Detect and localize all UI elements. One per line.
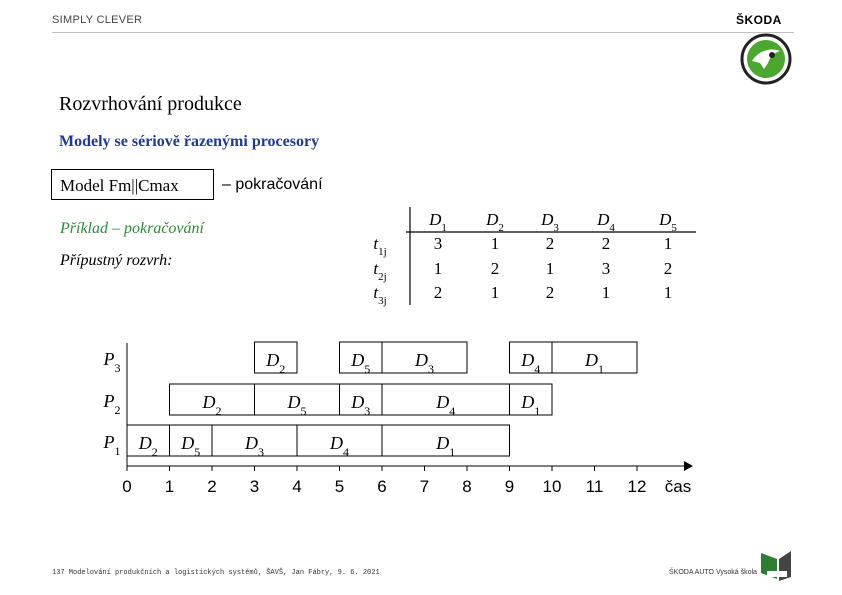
slogan: SIMPLY CLEVER xyxy=(52,14,143,26)
table-cell: 1 xyxy=(490,283,500,302)
table-col-header: $D_1$ xyxy=(429,210,447,234)
table-col-header: $D_4$ xyxy=(597,210,615,234)
table-cell: 2 xyxy=(490,259,500,278)
tick-label: 10 xyxy=(542,477,562,496)
table-cell: 3 xyxy=(433,234,443,253)
corner-logo-icon xyxy=(755,549,795,583)
table-cell: 1 xyxy=(490,234,500,253)
task-label: $D_1$ xyxy=(436,433,456,459)
table-col-header: $D_2$ xyxy=(486,210,504,234)
task-label: $D_4$ xyxy=(521,350,541,376)
table-cell: 2 xyxy=(601,234,611,253)
table-col-header: $D_3$ xyxy=(541,210,559,234)
task-label: $D_4$ xyxy=(436,392,456,418)
task-label: $D_5$ xyxy=(351,350,371,376)
machine-label: $P_2$ xyxy=(103,391,121,417)
table-col-header: $D_5$ xyxy=(659,210,677,234)
task-label: $D_3$ xyxy=(351,392,371,418)
slide-title: Rozvrhování produkce xyxy=(59,93,242,115)
footer-institution: ŠKODA AUTO Vysoká škola xyxy=(669,569,757,576)
task-label: $D_2$ xyxy=(202,392,222,418)
tick-label: 1 xyxy=(164,477,175,496)
task-label: $D_2$ xyxy=(138,433,158,459)
tick-label: 4 xyxy=(292,477,302,496)
table-cell: 2 xyxy=(545,283,555,302)
table-cell: 1 xyxy=(663,283,673,302)
example-heading: Příklad – pokračování xyxy=(60,220,204,237)
task-label: $D_5$ xyxy=(181,433,201,459)
tick-label: 0 xyxy=(122,477,132,496)
footer-text: 137 Modelování produkčních a logistických systémů, ŠAVŠ, Jan Fábry, 9. 6. 2021 xyxy=(52,569,380,577)
feasible-schedule-label: Přípustný rozvrh: xyxy=(60,252,173,269)
time-axis-label: čas xyxy=(664,477,692,496)
table-cell: 1 xyxy=(601,283,611,302)
task-label: $D_2$ xyxy=(266,350,286,376)
continuation-label: – pokračování xyxy=(222,176,323,193)
tick-label: 7 xyxy=(419,477,430,496)
table-row-label: $t_{2j}$ xyxy=(373,259,387,283)
brand-wordmark: ŠKODA xyxy=(736,13,782,27)
table-cell: 2 xyxy=(433,283,443,302)
table-cell: 3 xyxy=(601,259,611,278)
tick-label: 3 xyxy=(249,477,260,496)
gantt-chart xyxy=(90,335,710,500)
task-label: $D_1$ xyxy=(521,392,541,418)
tick-label: 5 xyxy=(334,477,345,496)
machine-label: $P_1$ xyxy=(103,432,121,458)
task-label: $D_5$ xyxy=(287,392,307,418)
table-cell: 1 xyxy=(433,259,443,278)
table-row-label: $t_{1j}$ xyxy=(373,234,387,258)
tick-label: 12 xyxy=(627,477,647,496)
skoda-logo-icon xyxy=(740,33,792,85)
axis-arrow xyxy=(684,461,693,471)
tick-label: 11 xyxy=(585,477,604,496)
table-cell: 2 xyxy=(545,234,555,253)
task-label: $D_3$ xyxy=(415,350,434,376)
header-divider xyxy=(52,32,794,33)
task-label: $D_4$ xyxy=(330,433,349,459)
tick-label: 2 xyxy=(207,477,217,496)
task-label: $D_3$ xyxy=(245,433,264,459)
table-cell: 1 xyxy=(545,259,555,278)
table-cell: 2 xyxy=(663,259,673,278)
machine-label: $P_3$ xyxy=(103,349,121,375)
task-label: $D_1$ xyxy=(585,350,604,376)
tick-label: 8 xyxy=(462,477,472,496)
table-row-label: $t_{3j}$ xyxy=(373,283,387,307)
tick-label: 6 xyxy=(377,477,387,496)
processing-times-table xyxy=(360,205,700,310)
table-cell: 1 xyxy=(663,234,673,253)
slide-subtitle: Modely se sériově řazenými procesory xyxy=(59,133,320,150)
tick-label: 9 xyxy=(504,477,515,496)
model-label: Model Fm||Cmax xyxy=(60,176,179,195)
